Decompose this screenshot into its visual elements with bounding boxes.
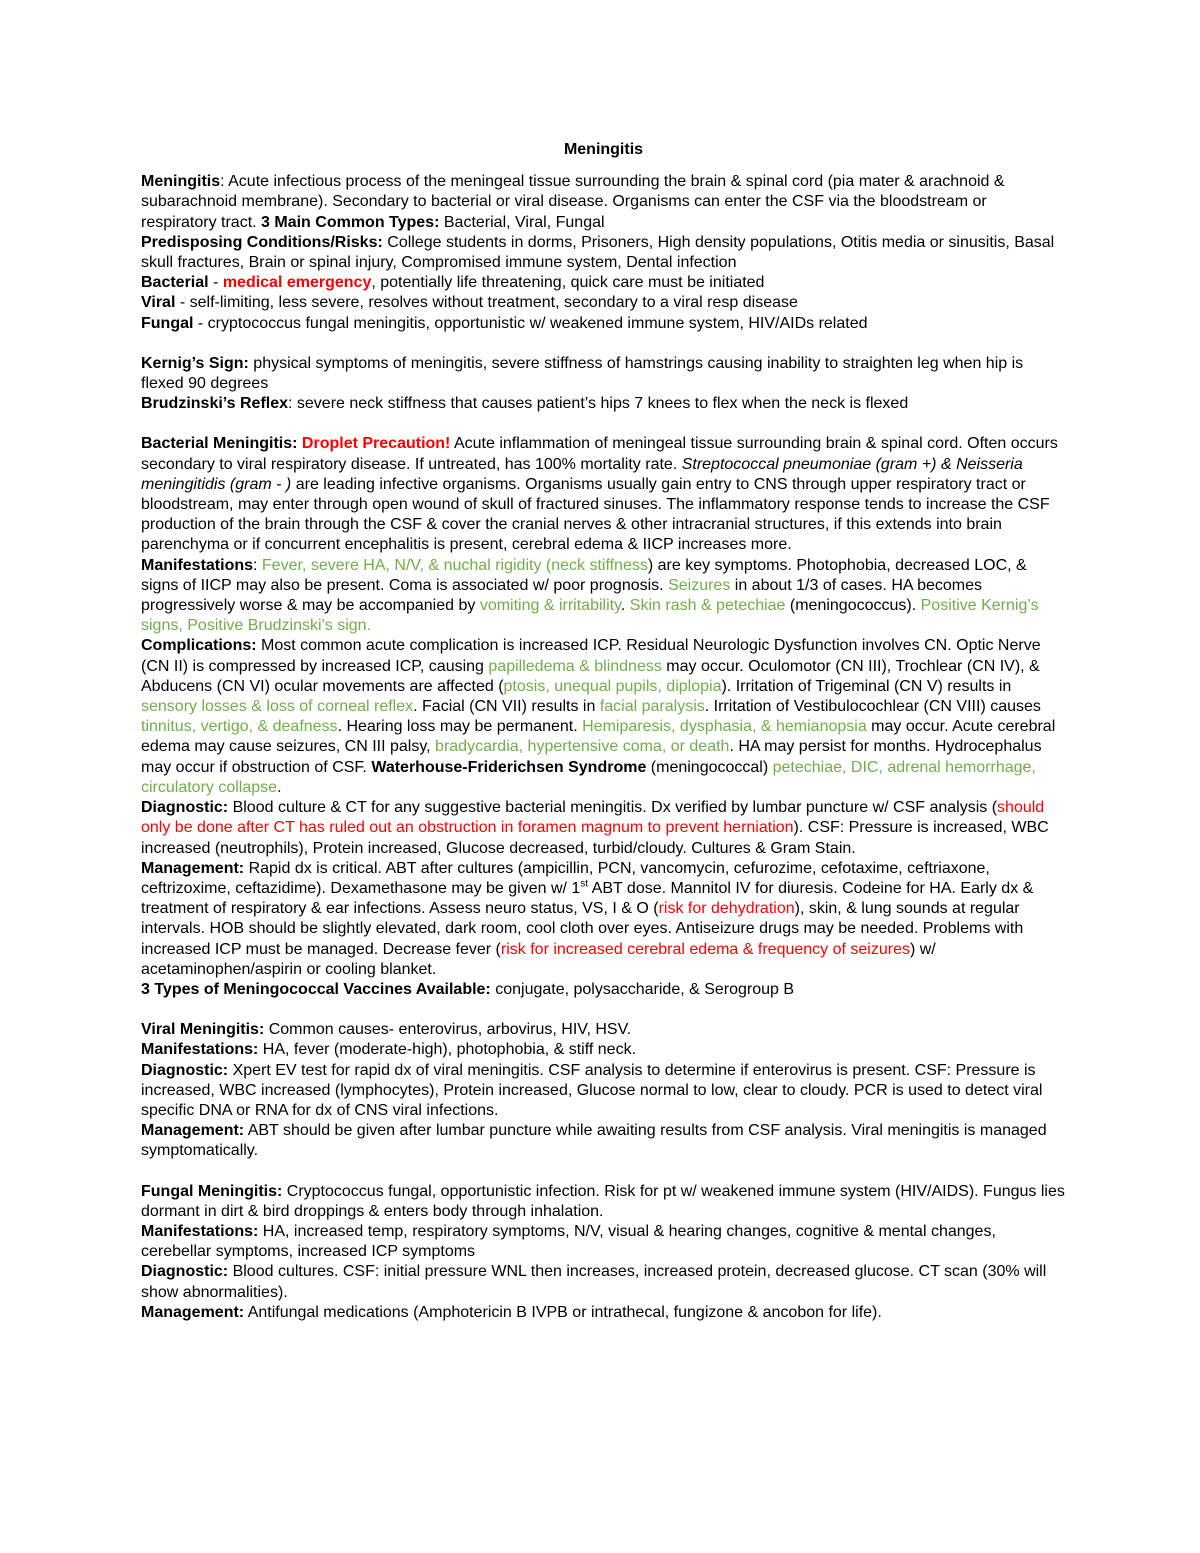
text-run: - self-limiting, less severe, resolves without treatment, secondary to a viral resp disease bbox=[175, 294, 798, 312]
text-run: ABT should be given after lumbar puncture while awaiting results from CSF analysis. Viral meningitis is managed symptomatically. bbox=[141, 1122, 1047, 1160]
section bbox=[141, 354, 1066, 415]
bold-text: Diagnostic: bbox=[141, 799, 229, 817]
paragraph bbox=[141, 636, 1066, 798]
paragraph bbox=[141, 394, 1066, 414]
text-run: Rapid dx is critical. ABT after cultures (ampicillin, PCN, vancomycin, cefurozime, cefotaxime, ceftriaxone, ceftrizoxime, ceftazidime). Dexamethasone may be given w/ 1 bbox=[141, 859, 990, 897]
text-run: Antifungal medications (Amphotericin B IVPB or intrathecal, fungizone & ancobon for life). bbox=[244, 1303, 882, 1321]
green-highlight-text: bradycardia, hypertensive coma, or death bbox=[435, 738, 730, 756]
paragraph bbox=[141, 1121, 1066, 1161]
text-run: . Irritation of Vestibulocochlear (CN VIII) causes bbox=[704, 698, 1041, 716]
section bbox=[141, 1020, 1066, 1161]
bold-text: Manifestations bbox=[141, 556, 254, 574]
paragraph bbox=[141, 556, 1066, 637]
text-run: conjugate, polysaccharide, & Serogroup B bbox=[490, 980, 795, 998]
text-run: - cryptococcus fungal meningitis, opportunistic w/ weakened immune system, HIV/AIDs related bbox=[193, 314, 868, 332]
paragraph bbox=[141, 293, 1066, 313]
text-run: Bacterial, Viral, Fungal bbox=[439, 213, 605, 231]
red-highlight-text: risk for increased cerebral edema & frequency of seizures bbox=[500, 940, 910, 958]
paragraph bbox=[141, 273, 1066, 293]
blank-line bbox=[141, 1000, 1066, 1020]
bold-text: Bacterial bbox=[141, 274, 209, 292]
green-highlight-text: Fever, severe HA, N/V, & nuchal rigidity (neck stiffness bbox=[261, 556, 648, 574]
bold-text: Manifestations: bbox=[141, 1041, 259, 1059]
text-run: are leading infective organisms. Organisms usually gain entry to CNS through upper respiratory tract or bloodstream, may enter through open wound of skull of fractured sinuses. The inflammatory response tends to increase the CSF production of the brain through the CSF & cover the cranial nerves & other intracranial structures, if this extends into brain parenchyma or if concurrent encephalitis is present, cerebral edema & IICP increases more. bbox=[141, 475, 1050, 554]
bold-text: Diagnostic: bbox=[141, 1061, 229, 1079]
text-run: HA, increased temp, respiratory symptoms, N/V, visual & hearing changes, cognitive & mental changes, cerebellar symptoms, increased ICP symptoms bbox=[141, 1222, 996, 1261]
bold-text: Bacterial Meningitis: bbox=[141, 435, 302, 453]
paragraph bbox=[141, 1040, 1066, 1060]
text-run: in about 1/3 of cases. HA becomes progressively worse & may be accompanied by bbox=[141, 576, 983, 615]
text-run: (meningococcus). bbox=[785, 597, 921, 615]
red-bold-text: Droplet Precaution! bbox=[301, 435, 451, 453]
blank-line bbox=[141, 414, 1066, 434]
text-run: Cryptococcus fungal, opportunistic infection. Risk for pt w/ weakened immune system (HIV/AIDS). Fungus lies dormant in dirt & bird droppings & enters body through inhalation. bbox=[141, 1182, 1065, 1220]
text-run: : bbox=[253, 556, 262, 574]
blank-line bbox=[141, 334, 1066, 354]
bold-text: Meningitis bbox=[141, 173, 221, 191]
text-run: . bbox=[620, 597, 630, 615]
paragraph bbox=[141, 1061, 1066, 1122]
text-run: Xpert EV test for rapid dx of viral meningitis. CSF analysis to determine if enterovirus is present. CSF: Pressure is increased, WBC increased (lymphocytes), Protein increased, Glucose normal to low, clear to cloudy. PCR is used to detect viral specific DNA or RNA for dx of CNS viral infections. bbox=[141, 1061, 1043, 1119]
green-highlight-text: tinnitus, vertigo, & deafness bbox=[141, 718, 338, 736]
green-highlight-text: Hemiparesis, dysphasia, & hemianopsia bbox=[582, 718, 867, 736]
text-run: College students in dorms, Prisoners, High density populations, Otitis media or sinusitis, Basal skull fractures, Brain or spinal injury, Compromised immune system, Dental infection bbox=[141, 233, 1055, 272]
text-run: ). CSF: Pressure is increased, WBC increased (neutrophils), Protein increased, Glucose decreased, turbid/cloudy. Cultures & Gram Stain. bbox=[141, 819, 1049, 857]
bold-text: Diagnostic: bbox=[141, 1263, 229, 1281]
text-run: ) w/ acetaminophen/aspirin or cooling blanket. bbox=[141, 940, 936, 978]
text-run: ), skin, & lung sounds at regular intervals. HOB should be slightly elevated, dark room, cool cloth over eyes. Antiseizure drugs may be needed. Problems with increased ICP must be managed. Decrease fever ( bbox=[141, 900, 1024, 958]
bold-text: Manifestations: bbox=[141, 1222, 259, 1240]
bold-text: Predisposing Conditions/Risks: bbox=[141, 233, 383, 251]
bold-text: Fungal bbox=[141, 314, 194, 332]
blank-line bbox=[141, 1162, 1066, 1182]
paragraph bbox=[141, 314, 1066, 334]
text-run: Common causes- enterovirus, arbovirus, HIV, HSV. bbox=[264, 1021, 632, 1039]
green-highlight-text: petechiae, DIC, adrenal hemorrhage, circulatory collapse bbox=[141, 758, 1036, 796]
green-highlight-text: vomiting & irritability bbox=[479, 597, 621, 615]
text-run: physical symptoms of meningitis, severe stiffness of hamstrings causing inability to straighten leg when hip is flexed 90 degrees bbox=[141, 354, 1024, 393]
text-run: : Acute infectious process of the meningeal tissue surrounding the brain & spinal cord (pia mater & arachnoid & subarachnoid membrane). Secondary to bacterial or viral disease. Organisms can enter the CSF via the bloodstream or respiratory tract. bbox=[141, 173, 1005, 231]
text-run: HA, fever (moderate-high), photophobia, & stiff neck. bbox=[258, 1041, 637, 1059]
paragraph bbox=[141, 172, 1066, 233]
text-run: . bbox=[277, 778, 282, 796]
superscript-text: st bbox=[580, 878, 589, 890]
paragraph bbox=[141, 1222, 1066, 1262]
paragraph bbox=[141, 798, 1066, 859]
bold-text: Kernig’s Sign: bbox=[141, 354, 249, 372]
paragraph bbox=[141, 859, 1066, 980]
bold-text: Management: bbox=[141, 859, 245, 877]
text-run: ) are key symptoms. Photophobia, decreased LOC, & signs of IICP may also be present. Coma is associated w/ poor prognosis. bbox=[141, 556, 1027, 594]
bold-text: Viral bbox=[141, 294, 176, 312]
green-highlight-text: papilledema & blindness bbox=[488, 657, 662, 675]
green-highlight-text: sensory losses & loss of corneal reflex bbox=[141, 698, 414, 716]
section bbox=[141, 1182, 1066, 1323]
text-run: - bbox=[208, 274, 223, 292]
bold-text: Management: bbox=[141, 1122, 245, 1140]
text-run: Most common acute complication is increased ICP. Residual Neurologic Dysfunction involves CN. Optic Nerve (CN II) is compressed by increased ICP, causing bbox=[141, 637, 1041, 675]
paragraph bbox=[141, 1020, 1066, 1040]
text-run: . HA may persist for months. Hydrocephalus may occur if obstruction of CSF. bbox=[141, 738, 1042, 776]
bold-text: Brudzinski’s Reflex bbox=[141, 395, 289, 413]
text-run: : severe neck stiffness that causes patient’s hips 7 knees to flex when the neck is flexed bbox=[288, 395, 909, 413]
red-bold-text: medical emergency bbox=[222, 274, 372, 292]
section bbox=[141, 172, 1066, 334]
document-body bbox=[141, 172, 1066, 1323]
text-run: Blood cultures. CSF: initial pressure WNL then increases, increased protein, decreased glucose. CT scan (30% will show abnormalities). bbox=[141, 1263, 1047, 1301]
green-highlight-text: ptosis, unequal pupils, diplopia bbox=[503, 677, 722, 695]
paragraph bbox=[141, 434, 1066, 555]
bold-text: Viral Meningitis: bbox=[141, 1021, 265, 1039]
paragraph bbox=[141, 354, 1066, 394]
page-title: Meningitis bbox=[563, 141, 644, 158]
text-run: . Facial (CN VII) results in bbox=[413, 698, 600, 716]
text-run: Blood culture & CT for any suggestive bacterial meningitis. Dx verified by lumbar puncture w/ CSF analysis ( bbox=[228, 799, 998, 817]
green-highlight-text: Positive Kernig’s signs, Positive Brudzinski’s sign. bbox=[141, 597, 1039, 635]
bold-text: Waterhouse-Friderichsen Syndrome bbox=[371, 758, 647, 776]
paragraph bbox=[141, 1262, 1066, 1302]
red-highlight-text: should only be done after CT has ruled out an obstruction in foramen magnum to prevent herniation bbox=[141, 799, 1045, 837]
bold-text: Complications: bbox=[141, 637, 257, 655]
red-highlight-text: risk for dehydration bbox=[658, 900, 795, 918]
text-run: ). Irritation of Trigeminal (CN V) results in bbox=[721, 677, 1012, 695]
bold-text: 3 Main Common Types: bbox=[261, 213, 440, 231]
section bbox=[141, 434, 1066, 1000]
text-run: may occur. Acute cerebral edema may cause seizures, CN III palsy, bbox=[141, 718, 1056, 756]
text-run: Acute inflammation of meningeal tissue surrounding brain & spinal cord. Often occurs secondary to viral respiratory disease. If untreated, has 100% mortality rate. bbox=[141, 435, 1058, 473]
text-run: ABT dose. Mannitol IV for diuresis. Codeine for HA. Early dx & treatment of respiratory & ear infections. Assess neuro status, VS, I & O ( bbox=[141, 879, 1034, 918]
green-highlight-text: Skin rash & petechiae bbox=[629, 597, 786, 615]
bold-text: 3 Types of Meningococcal Vaccines Available: bbox=[141, 980, 491, 998]
text-run: may occur. Oculomotor (CN III), Trochlear (CN IV), & Abducens (CN VI) ocular movements are affected ( bbox=[141, 657, 1040, 695]
bold-text: Management: bbox=[141, 1303, 245, 1321]
text-run: . Hearing loss may be permanent. bbox=[337, 718, 583, 736]
paragraph bbox=[141, 980, 1066, 1000]
paragraph bbox=[141, 1303, 1066, 1323]
bold-text: Fungal Meningitis: bbox=[141, 1182, 283, 1200]
italic-text: Streptococcal pneumoniae (gram +) & Neisseria meningitidis (gram - ) bbox=[141, 455, 1023, 493]
green-highlight-text: facial paralysis bbox=[599, 698, 705, 716]
paragraph bbox=[141, 1182, 1066, 1222]
text-run: (meningococcal) bbox=[646, 758, 773, 776]
paragraph bbox=[141, 233, 1066, 273]
document-page bbox=[141, 140, 1066, 1323]
green-highlight-text: Seizures bbox=[668, 576, 731, 594]
text-run: , potentially life threatening, quick care must be initiated bbox=[371, 274, 765, 292]
